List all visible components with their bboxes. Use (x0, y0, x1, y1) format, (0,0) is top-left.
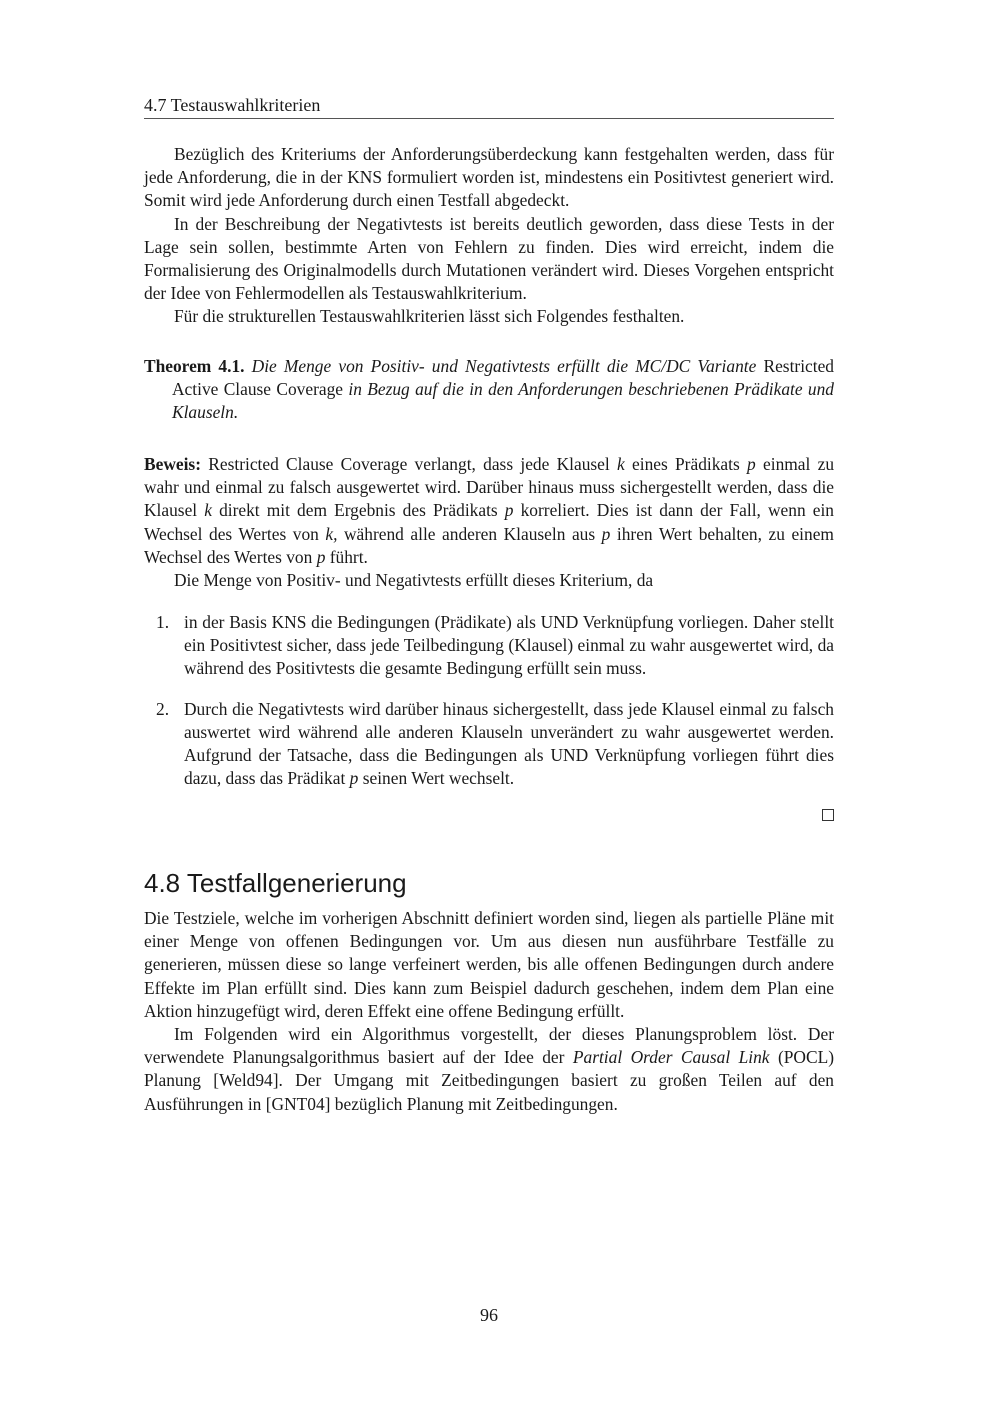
qed-box-icon (822, 809, 834, 821)
theorem-text-b: in Bezug auf die in den Anforderungen beschriebenen Prädikate und Klauseln. (172, 379, 834, 423)
section-body (144, 907, 834, 1116)
paragraph-test-goals: Die Testziele, welche im vorherigen Abschnitt definiert worden sind, liegen als partielle Pläne mit einer Menge von offenen Bedingungen vor. Um aus diesen nun ausführbare Testfälle zu generieren, müssen diese so lange verfeinert werden, bis alle offenen Bedingungen durch andere Effekte im Plan erfüllt sind. Dies kann zum Beispiel dadurch geschehen, indem dem Plan eine Aktion hinzugefügt wird, deren Effekt eine offene Bedingung erfüllt. (144, 908, 834, 1021)
proof-block (144, 453, 834, 592)
proof-intro: Die Menge von Positiv- und Negativtests erfüllt dieses Kriterium, da (174, 570, 654, 591)
list-text: Durch die Negativtests wird darüber hinaus sichergestellt, dass jede Klausel einmal zu falsch auswertet wird während alle anderen Klauseln unverändert zu wahr ausgewertet werden. Aufgrund der Tatsache, dass die Bedingungen als UND Verknüpfung vorliegen führt dies dazu, dass das Prädikat (184, 698, 834, 789)
proof-text: führt. (329, 546, 368, 567)
list-item (144, 698, 834, 791)
proof-text: einmal zu wahr und einmal zu falsch ausgewertet wird. Darüber hinaus muss sichergestellt werden, dass die Klausel (144, 454, 835, 521)
proof-list (144, 611, 834, 790)
proof-text: Restricted Clause Coverage verlangt, dass jede Klausel (208, 454, 610, 474)
variable-p: p (747, 454, 756, 474)
proof-text: ihren Wert behalten, zu einem Wechsel des Wertes von (144, 523, 834, 567)
theorem-text-upright: Restricted Active Clause Coverage (172, 356, 834, 400)
running-header: 4.7 Testauswahlkriterien (144, 94, 834, 119)
proof-text: eines Prädikats (632, 454, 740, 474)
theorem-block (144, 355, 834, 425)
paragraph-structural-criteria: Für die strukturellen Testauswahlkriterien lässt sich Folgendes festhalten. (174, 306, 685, 327)
italic-term: Partial Order Causal Link (572, 1047, 770, 1068)
proof-text: korreliert. Dies ist dann der Fall, wenn ein Wechsel des Wertes von (144, 500, 834, 544)
list-number: 1. (156, 612, 170, 632)
list-number: 2. (156, 698, 170, 719)
variable-p: p (601, 523, 611, 544)
proof-paragraph (144, 453, 834, 569)
page-number: 96 (480, 1305, 498, 1325)
intro-paragraphs (144, 143, 834, 329)
variable-k: k (204, 500, 212, 521)
proof-label: Beweis: (144, 454, 201, 474)
paragraph-text: Im Folgenden wird ein Algorithmus vorgestellt, der dieses Planungsproblem löst. Der verwendete Planungsalgorithmus basiert auf der Idee der (144, 1024, 834, 1068)
section-heading: 4.8 Testfallgenerierung (144, 868, 407, 898)
proof-text: während alle anderen Klauseln aus (344, 523, 596, 544)
list-text: in der Basis KNS die Bedingungen (Prädikate) als UND Verknüpfung vorliegen. Daher stellt ein Positivtest sicher, dass jede Teilbedingung (Klausel) einmal zu wahr ausgewertet wird, da während des Positivtests die gesamte Bedingung erfüllt sein muss. (184, 612, 834, 679)
variable-k: k (617, 454, 625, 474)
variable-p: p (349, 768, 359, 789)
theorem-text-a: Die Menge von Positiv- und Negativtests erfüllt die MC/DC Variante (251, 356, 757, 376)
variable-p: p (504, 500, 514, 521)
list-item (144, 611, 834, 681)
proof-text: direkt mit dem Ergebnis des Prädikats (219, 500, 498, 521)
paragraph-requirements-coverage: Bezüglich des Kriteriums der Anforderungsüberdeckung kann festgehalten werden, dass für jede Anforderung, die in der KNS formuliert worden ist, mindestens ein Positivtest generiert wird. Somit wird jede Anforderung durch einen Testfall abgedeckt. (144, 144, 834, 211)
variable-p: p (316, 546, 326, 567)
theorem-label: Theorem 4.1. (144, 356, 245, 376)
paragraph-algorithm (144, 1023, 834, 1116)
paragraph-text: (POCL) Planung [Weld94]. Der Umgang mit Zeitbedingungen basiert zu großen Teilen auf den Ausführungen in [GNT04] bezüglich Planung mit Zeitbedingungen. (144, 1047, 834, 1114)
variable-k: k, (325, 523, 338, 544)
list-text: seinen Wert wechselt. (362, 768, 515, 789)
paragraph-negative-tests: In der Beschreibung der Negativtests ist bereits deutlich geworden, dass diese Tests in der Lage sein sollen, bestimmte Arten von Fehlern zu finden. Dies wird erreicht, indem die Formalisierung des Originalmodells durch Mutationen verändert wird. Dieses Vorgehen entspricht der Idee von Fehlermodellen als Testauswahlkriterium. (144, 213, 834, 304)
